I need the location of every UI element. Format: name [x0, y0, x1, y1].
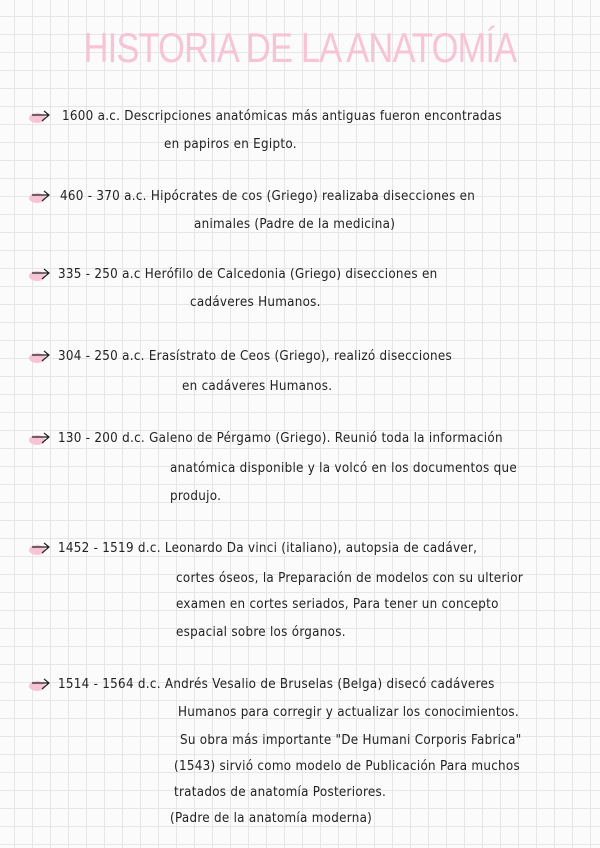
entry-line: Su obra más importante "De Humani Corporis Fabrica": [180, 733, 522, 748]
entry-line: cortes óseos, la Preparación de modelos con su ulterior: [176, 571, 524, 586]
entry-line: tratados de anatomía Posteriores.: [174, 785, 387, 800]
entry-line: (1543) sirvió como modelo de Publicación Para muchos: [174, 759, 521, 774]
entry-line: 130 - 200 d.c. Galeno de Pérgamo (Griego). Reunió toda la información: [58, 431, 503, 446]
entry-line: Humanos para corregir y actualizar los conocimientos.: [178, 705, 520, 720]
entry-line: anatómica disponible y la volcó en los documentos que: [170, 461, 517, 476]
arrow-right-icon: [28, 346, 56, 368]
entry-line: en papiros en Egipto.: [164, 137, 297, 152]
entry-line: 335 - 250 a.c Herófilo de Calcedonia (Griego) disecciones en: [58, 267, 438, 282]
arrow-right-icon: [28, 186, 56, 208]
entry-line: cadáveres Humanos.: [190, 295, 321, 310]
page-title: HISTORIA DE LA ANATOMÍA: [83, 24, 517, 71]
arrow-right-icon: [28, 106, 56, 128]
entry-line: (Padre de la anatomía moderna): [170, 811, 373, 826]
entry-line: 304 - 250 a.c. Erasístrato de Ceos (Griego), realizó disecciones: [58, 349, 453, 364]
entry-line: 1514 - 1564 d.c. Andrés Vesalio de Bruselas (Belga) disecó cadáveres: [58, 677, 495, 692]
entry-line: animales (Padre de la medicina): [194, 217, 396, 232]
arrow-right-icon: [28, 428, 56, 450]
entry-line: 460 - 370 a.c. Hipócrates de cos (Griego) realizaba disecciones en: [60, 189, 476, 204]
entry-line: examen en cortes seriados, Para tener un concepto: [176, 597, 499, 612]
entry-line: produjo.: [170, 489, 222, 504]
entry-line: espacial sobre los órganos.: [176, 625, 346, 640]
arrow-right-icon: [28, 264, 56, 286]
arrow-right-icon: [28, 674, 56, 696]
entry-line: 1452 - 1519 d.c. Leonardo Da vinci (italiano), autopsia de cadáver,: [58, 541, 478, 556]
arrow-right-icon: [28, 538, 56, 560]
entry-line: en cadáveres Humanos.: [182, 379, 333, 394]
entry-line: 1600 a.c. Descripciones anatómicas más antiguas fueron encontradas: [62, 109, 502, 124]
